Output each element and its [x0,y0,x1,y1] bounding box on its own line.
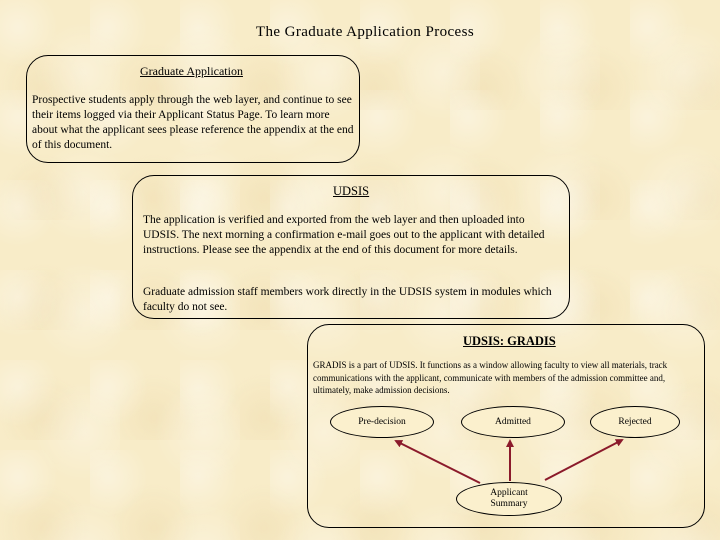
graduate-application-heading: Graduate Application [140,64,243,78]
applicant-summary-node [456,482,562,516]
pre-decision-label: Pre-decision [358,416,406,427]
applicant-summary-label: Applicant Summary [490,488,528,509]
graduate-application-box [26,55,360,163]
rejected-node [590,406,680,438]
udsis-paragraph-2: Graduate admission staff members work directly in the UDSIS system in modules which faculty do not see. [143,286,552,313]
udsis-heading: UDSIS [333,184,370,198]
graduate-application-text: Prospective students apply through the web layer, and continue to see their items logged via their Applicant Status Page. To learn more about what the applicant sees please reference the appendix at the end of this document. [32,94,354,151]
page-title: The Graduate Application Process [255,24,475,40]
pre-decision-node [330,406,434,438]
gradis-text: GRADIS is a part of UDSIS. It functions as a window allowing faculty to view all materials, track communications with the applicant, communicate with members of the admission committee and, ultimately, make admission decisions. [313,360,668,395]
admitted-node [461,406,565,438]
udsis-paragraph-1: The application is verified and exported from the web layer and then uploaded into UDSIS. The next morning a confirmation e-mail goes out to the applicant with detailed instructions. Please see the appendix at the end of this document for more details. [143,214,545,256]
rejected-label: Rejected [618,416,652,427]
udsis-box [132,175,570,319]
admitted-label: Admitted [495,416,531,427]
gradis-heading: UDSIS: GRADIS [463,334,556,348]
